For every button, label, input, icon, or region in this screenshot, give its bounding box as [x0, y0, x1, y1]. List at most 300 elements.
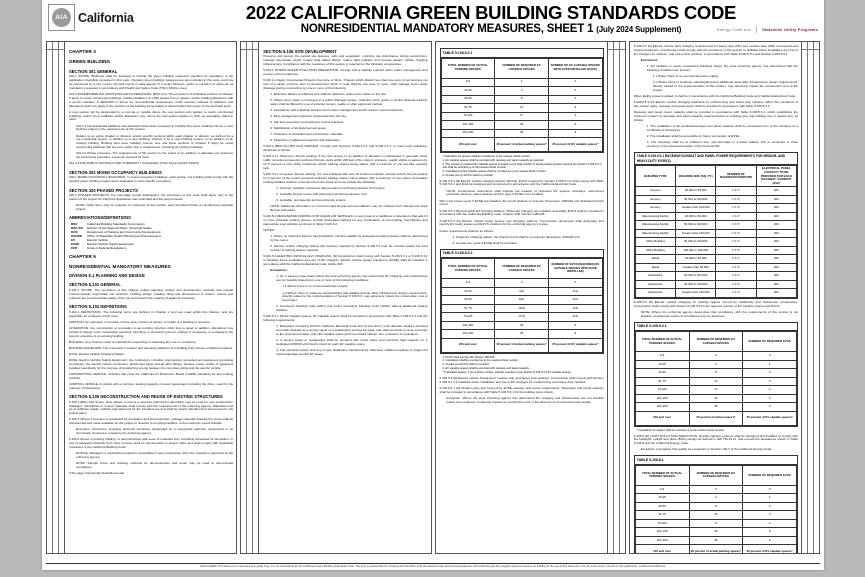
cell: 8: [689, 502, 743, 511]
note-line: 4. At least one (1) EVCS shall be provided.: [442, 173, 494, 177]
table-4-notes: [637, 429, 798, 432]
cell: 1 X 2": [716, 238, 756, 247]
col-header: NUMBER OF REQUIRED EV CAPABLE SPACES: [495, 58, 549, 78]
chapter-3-title: CHAPTER 3: [69, 49, 96, 54]
paragraph-5101-1: 5.101.1 SCOPE. The provisions of this chapter outline planning, design and development methods that include environmentally responsible site selection, building design, building siting and development to protect, restore and enhance the environmental quality of the site and respect the integrity of adjacent properties.: [69, 287, 234, 300]
paragraph-5106-5-3: 5.106.5.3 ELECTRIC VEHICLE (EV) CHARGING. [N] Construction shall comply with Section 5.106.5.3.1 or 5.106.5.3.2 to facilitate future installation and use of EV chargers. Electric vehicle supply equipment (EVSE) shall be installed in accordance with the California Electrical Code, Article 625.: [263, 254, 428, 267]
paragraph-light-exception: Exception: Luminaires that qualify as exceptions in Section 140.7 of the California Energy Code.: [640, 447, 773, 452]
column-3: [435, 41, 626, 554]
table-row: [441, 330, 602, 339]
note-item: 2. Electric vehicle charging spaces (EV spaces) required by Section 5.106.5.3 may be counted toward the total number of parking spaces required.: [270, 244, 428, 253]
cell: 151-200: [635, 536, 689, 545]
cell: 1 X 3": [716, 280, 756, 289]
cell: Warehousing Facility: [635, 212, 675, 221]
paragraph-5105-1: 5.105.1 [BSC-CG] Scope, New. Whole or part of a structure planned for demolition may be used for new construction. Salvaged, refurbished or reused materials shall comply with the requirements of the enforcing agency. Materials must be of sufficient quality, suitable and approved for the intended use and shall be clearly identified and documented in the project plans.: [69, 399, 234, 416]
table-row-total: [635, 545, 796, 553]
note-line: 2. Calculation shall be rounded up to the nearest whole number.: [442, 359, 519, 363]
cell: 0-9: [441, 279, 495, 288]
bullet-item: 2. Lockable bicycle rooms with permanent anchoring devices; and: [276, 192, 367, 197]
footer-disclaimer: DISCLAIMER: This document is intended as a guide only. It is not a substitute for the California Green Building Standards Code. The user is responsible for verifying all information with the adopted code and local amendments. AIA California and the program sponsors assume no liability for the use of this document. For the most current version of this publication, contact AIA California.: [200, 565, 666, 568]
paragraph-raceway-panel-capacity: Raceway and panel power capacity shall be provided in accordance with Table 5.106.5.5.1, which establishes the minimum number of raceways and panel capacity required based on building type and building size in square feet, as follows:: [633, 110, 798, 122]
paragraph-5106-5-4: 5.106.5.4 [N] Electric vehicle charging for medium-duty and heavy-duty vehicles. Construction shall comply with Section 5.106.5.4.1 to facilitate future installation and use of EV chargers for medium-duty and heavy-duty vehicles.: [439, 375, 604, 384]
cell: 4: [689, 360, 743, 369]
cell: 76-100: [441, 313, 495, 322]
bullet-item: 5. Soil loss prevention and sediment control practices.: [270, 120, 345, 125]
cell: 1 X 4": [716, 289, 756, 298]
abbr-key: EV: [71, 237, 76, 242]
raceway-conduit-panel-table: [635, 165, 797, 297]
cell: 10,000 to 50,000: [676, 255, 716, 264]
table-row: [441, 279, 602, 288]
cell: 50,001 to 100,000: [676, 195, 716, 204]
power-item: 1. Single EV charging station: the branch circuit shall be a minimum 40-ampere, 208/240-volt.: [452, 234, 581, 239]
partner-logos: [717, 26, 818, 33]
paragraph-5102-1: 5.102.1 DEFINITIONS. The following terms are defined in Chapter 2 and are used within this division, and are applicable for purposes of this code.: [69, 309, 234, 318]
cell: 8(2): [495, 296, 549, 305]
col-header: NUMBER OF REQUIRED EV CAPABLE SPACES: [689, 332, 743, 352]
cell: 9: [549, 330, 603, 339]
paragraph-5106-5-6: 5.106.5.6 [N] Electric vehicle charging for parking spaces served by multifamily and hotel/motel occupancies. Construction shall comply with Section 5.106.5.6 for the required number of EV capable spaces and EVCS.: [633, 299, 798, 308]
col-header: NUMBER OF EV CAPABLE SPACES WITH EVSE INSTALLED (EVCS): [549, 58, 603, 78]
column-2: [240, 41, 431, 554]
cell: 10-25: [441, 287, 495, 296]
paragraph-5106-5-5-1: 5.106.5.5.1 [N] Electric vehicle charging readiness for medium-duty and heavy-duty vehicles. When the conditions of this section apply, raceway and panel power shall be provided in accordance with Table 5.106.5.5.1.: [633, 100, 798, 108]
cell: 1 X 3": [716, 263, 756, 272]
table-header-row: [441, 58, 602, 78]
table-row: [635, 352, 796, 361]
requirement-item: 2. A service panel or subpanel(s) shall be provided with panel space and electrical load capacity for a dedicated 208/240-volt branch circuit for each EV capable space.: [276, 338, 428, 347]
cell: 1 X 4": [716, 204, 756, 213]
marker-lanes: [608, 50, 625, 553]
sheet-header: [42, 0, 824, 41]
cell: 17(4): [495, 313, 549, 322]
abbr-key: CFR: [71, 245, 78, 250]
table-header-row: [635, 166, 796, 187]
bullet-item: 3. Lockable, permanently anchored bicycle lockers.: [276, 198, 347, 203]
cell: Restaurant: [635, 289, 675, 298]
column-3-body: [436, 42, 607, 553]
cell: 17: [689, 386, 743, 395]
power-item: 2. At least one Level 2 EVSE shall be provided.: [452, 240, 518, 245]
note-line: * Calculation for spaces shall be rounded up to the nearest whole number.: [636, 428, 725, 432]
definition-vanpool-vehicle: VANPOOL VEHICLE. A vehicle with a minimum seating capacity of seven passengers including the driver, used for the purpose of ridesharing.: [69, 381, 234, 390]
cell: 151-200: [441, 330, 495, 339]
cell: 3: [549, 104, 603, 113]
paragraph-301-3-1b: Relates to an entire chapter or division, and/or specific sections within each chapter or division, as defined for a non-residential project, in addition to a new building, whether it be a new building project, or an addition to an existing building. Building floor area, building volume, size and those sections of Chapter 5 apply for newly constructed buildings that are new, either new or replacement, including all existing buildings.: [76, 133, 234, 150]
paragraph-5106-1: 5.106.1 STORM WATER POLLUTION PREVENTION. Comply with a lawfully enacted storm water management and erosion control ordinance.: [263, 67, 428, 76]
cell: Restaurant: [635, 280, 675, 289]
paragraph-5105-exception: Exception: Structures, including historical structures designated by a recognized authority, determined to be structurally unsound or unsafe by the enforcing agency.: [76, 427, 234, 436]
bullet-item: 8. Protection of adjacent properties and waterways.: [270, 138, 341, 143]
cell: 200: [756, 280, 796, 289]
col-header: TOTAL NUMBER OF ACTUAL PARKING SPACES: [441, 259, 495, 279]
paragraph-320-1-note: NOTE: Other items may be required, for purposes of this section, each permitted phase is considered a separate project.: [76, 203, 234, 211]
paragraph-5106-2: 5.106.2 [BSC-CG] BICYCLE PARKING. Comply with Sections 5.106.4.1.1 and 5.106.4.1.2; or meet local ordinance, whichever is stricter.: [263, 144, 428, 153]
cell: 50,001 to 100,000: [676, 221, 716, 230]
cell: 0: [549, 279, 603, 288]
note-line: 3. Calculation for EV capable spaces shall be rounded up to the nearest whole number.: [442, 169, 547, 173]
bullet-item: 4. Best management practices implemented for the site.: [270, 114, 347, 118]
cell: 101-150: [441, 321, 495, 330]
definition-low-emitting-vehicle: LOW-EMITTING VEHICLE. Vehicles that meet the California Air Resources Board (CARB) standards for low-emitting vehicles.: [69, 371, 234, 380]
cell: 4(1): [495, 287, 549, 296]
column-4: [629, 41, 820, 554]
column-1-margin-markers: [47, 42, 65, 553]
abbr-value: Code of Federal Regulations: [87, 245, 127, 250]
marker-lanes: [802, 50, 819, 553]
paragraph-5105-4: 5.105.4 Reuse of existing building, or deconstruction and reuse of materials from a building scheduled for demolition, or use of salvaged materials from other sources shall be documented on project plans and shall comply with applicable provisions of the California Building Code.: [69, 437, 234, 450]
paragraph-level2-evse: When low power Level 2 EVSE are installed, the circuit shall be a minimum 20-ampere, 208/240-volt dedicated branch circuit.: [439, 198, 604, 207]
cell: 200: [756, 187, 796, 196]
section-5105-heading: SECTION 5.105 DECONSTRUCTION AND REUSE OF EXISTING STRUCTURES: [69, 394, 223, 400]
paragraph-301-3: 301.3 NONRESIDENTIAL ADDITIONS AND ALTERATIONS, [BSC-CG]. The provisions of individual sections of Chapter 5 apply to newly constructed buildings, building additions of 1,000 square feet or greater, and/or building alterations with a permit valuation of $200,000 or above for nonresidential occupancies. Code sections relevant to additions and alterations shall only apply to the portions of the building being added or altered within the scope of the permitted work.: [69, 91, 234, 108]
paragraph-accessible-evcs: 5.106.5.3.3 [N] Accessible EV charging stations. Where EV chargers are installed, accessible EVCS shall be provided in accordance with the California Building Code, Chapter 11B, Section 11B-228.: [439, 208, 604, 217]
cell: 13: [689, 377, 743, 386]
cell: 2: [549, 95, 603, 104]
cell: 35: [495, 330, 549, 339]
abbr-key: BSC: [71, 221, 78, 226]
col-header: NUMBER OF REQUIRED EVCS: [743, 332, 797, 352]
cell: 200: [756, 238, 796, 247]
table-header-row: [635, 332, 796, 352]
table-row: [635, 272, 796, 281]
table-row: [635, 494, 796, 503]
table-caption: TABLE 5.106.5.4.1: [635, 323, 797, 332]
cell: Retail: [635, 255, 675, 264]
definition-evcs: EVCS. Electric Vehicle Charging Station.: [69, 351, 125, 356]
note-line: 3. At least one EVCS shall be provided.: [442, 363, 490, 367]
cell: 25 percent of EV capable spaces*: [743, 411, 797, 425]
cell: 0(1): [549, 287, 603, 296]
exception-item: 1. On a case-by-case basis where the local enforcing agency has determined EV charging and infrastructure are not feasible based upon one or more of the following conditions:: [276, 274, 428, 283]
note-item: 1. Where no enforcing agency has jurisdiction, vehicles eligible for designated parking spaces shall be determined by the owner.: [270, 234, 428, 243]
cell: 0: [495, 279, 549, 288]
cell: Greater than 50,000: [676, 263, 716, 272]
paragraph-ev-ready-spaces: 5.106.5.3.4 [N] Electric vehicle ready spaces and charging stations. Construction documents shall designate and identify EV ready spaces and EVCS locations for the enforcing agency's review.: [439, 218, 604, 227]
cell: 20,000 to 50,000: [676, 212, 716, 221]
cell: 9: [549, 129, 603, 138]
table-5106541: [634, 322, 798, 427]
paragraph-5105-notice: NOTICE: Salvaged or refurbished material is acceptable in new construction when the material is approved by the enforcing agency.: [76, 451, 234, 460]
table-row: [441, 112, 602, 121]
cell: 25 percent of EV capable spaces*: [549, 338, 603, 352]
cell: 26-50: [441, 296, 495, 305]
cell: 200: [756, 255, 796, 264]
column-container: [46, 41, 820, 554]
cell: 0: [689, 485, 743, 494]
note-line: 1. EVCS shall comply with Section 11B-228.: [442, 355, 496, 359]
requirement-item: 2. The installation shall be accessible for future connection of EVSE.: [646, 134, 741, 138]
ev-capable-evcs-table: [635, 331, 797, 426]
table-5106551: [634, 152, 798, 299]
paragraph-short-term-bicycle-parking: 5.106.4.1.1 Short-term bicycle parking. If the new project or an addition or alteration is anticipated to generate visitor traffic, provide permanently anchored bicycle racks within 200 feet of the visitors' entrance, readily visible to passers-by, for 5 percent of new visitor motorized vehicle parking spaces being added, with a minimum of one two-bike capacity rack.: [263, 154, 428, 171]
aia-circle-icon: AIA: [52, 8, 71, 27]
footer-rule: [46, 563, 820, 564]
cell: 2: [743, 369, 797, 378]
cell: 51-75: [441, 304, 495, 313]
cell: 1 X 2": [716, 272, 756, 281]
ev-capable-spaces-table: [441, 58, 603, 153]
cell: 201 and over: [635, 545, 689, 553]
col-header: TOTAL NUMBER OF ACTUAL PARKING SPACES: [635, 332, 689, 352]
note-line: * Calculation for spaces shall be rounded up to the nearest whole number.: [442, 155, 531, 158]
marker-header-row: [47, 42, 64, 50]
column-4-margin-markers: [801, 42, 819, 553]
cell: 4: [495, 87, 549, 96]
marker-header-row: [241, 42, 258, 50]
table-row: [635, 187, 796, 196]
cell: 50,000 to 100,000: [676, 238, 716, 247]
requirement-item: 3. The raceways shall be of sufficient size, and terminate in a listed cabinet, box or enclosure in close proximity to the proposed location of the future EVSE.: [646, 140, 798, 148]
partner-logo-right: Statewide Utility Programs: [762, 27, 818, 32]
section-302-heading: SECTION 302 MIXED OCCUPANCY BUILDINGS: [69, 169, 162, 175]
paragraph-320-1: 320.1 PHASED PROJECTS. For two-stage permit applications, the provisions of this code shall apply only to the portion of the project for which the application was submitted and the permit issued.: [69, 193, 234, 201]
cell: Warehousing Facility: [635, 229, 675, 238]
cell: 200: [756, 246, 796, 255]
cell: Office Building: [635, 246, 675, 255]
subtitle-text: NONRESIDENTIAL MANDATORY MEASURES, SHEET 1: [300, 23, 594, 35]
definition-evse: EVSE. Electric Vehicle Supply Equipment, the conductors, including ungrounded, grounded and equipment grounding conductors, the electric vehicle connectors, attachment plugs and all other fittings, devices, power outlets or apparatus installed specifically for the purpose of transferring energy between the premises wiring and the electric vehicle.: [69, 357, 234, 370]
table-row: [441, 296, 602, 305]
exception-subitem: 1.2 Where there is evidence substantiating that additional local utility infrastructure design requirements, directly related to the implementation of this section, may adversely impact the construction cost of the project.: [652, 80, 798, 92]
table-header-row: [635, 465, 796, 485]
cell: 10-25: [635, 494, 689, 503]
cell: 1 X 4": [716, 229, 756, 238]
table-row: [635, 238, 796, 247]
paragraph-5106-1-1: 5.106.1.1 Newly Constructed Projects One Acre or More. Projects which disturb less than one acre of soil and are not part of a larger common plan of development which in total disturbs one acre or more, shall manage storm water drainage during construction by one or more of the following:: [263, 77, 428, 90]
abbr-value: California Building Standards Commission: [87, 221, 145, 226]
paragraph-5106-5-4-1: 5.106.5.4.1 [N] Medium-duty and heavy-duty EVSE raceway and panel requirements. Raceways and panel capacity shall be provided in accordance with Table 5.106.5.5.1 for the building types shown.: [439, 385, 604, 394]
cell: 151-200: [635, 403, 689, 412]
cell: 3: [743, 377, 797, 386]
table-row: [635, 263, 796, 272]
table-caption: TABLE 5.106.5.5.1 RACEWAY/CONDUIT AND PANEL POWER REQUIREMENTS FOR MEDIUM- AND HEAVY-DUTY EVSE(S): [635, 153, 797, 165]
cell: 3(3): [549, 304, 603, 313]
paragraph-5106-5-3-2: 5.106.5.3.2 [N] Electric vehicle charging stations (EVCS). EVCS required by Section 5.106.5.3.2 shall comply with Table 5.106.5.3.2 and shall be designed and constructed in accordance with the California Electrical Code.: [439, 178, 604, 187]
cell: 1: [743, 360, 797, 369]
table-row: [635, 485, 796, 494]
bullet-item: 1. Retention basins of sufficient size shall be utilized to retain storm water on the site.: [270, 91, 387, 96]
cell: 6: [743, 394, 797, 403]
note-bicycle: NOTE: Additional information on recommended bicycle accommodations may be obtained from Sacramento Area Bicycle Advocates.: [270, 204, 428, 213]
exception-subitem: 1.1 Where there is no commercial power supply.: [652, 74, 719, 78]
sheet-footer: [46, 563, 820, 569]
cell: 2(2): [549, 296, 603, 305]
table-row: [635, 369, 796, 378]
abbr-value: Division of the State Architect, Structural Safety: [87, 225, 152, 230]
cell: 200: [756, 263, 796, 272]
definition-addition: ADDITION. An extension or increase in floor area, number of stories, or height of a building or structure.: [69, 319, 211, 324]
cell: 35: [689, 403, 743, 412]
paragraph-301-4: 301.4 [HCD] PUBLIC SCHOOLS AND COMMUNITY COLLEGES. [DSA-SS] and [DSA-SS/CC]: [69, 161, 200, 166]
division-5-1-heading: DIVISION 5.1 PLANNING AND DESIGN: [69, 273, 145, 279]
cell: 1 X 3": [716, 246, 756, 255]
column-1-body: [65, 42, 236, 553]
cell: 25: [495, 121, 549, 130]
table-row: [635, 360, 796, 369]
cell: 0: [549, 78, 603, 87]
abbr-key: OSHPD: [71, 233, 83, 238]
exception-subitem: 1.1 Where there is no commercial power supply.: [282, 284, 349, 289]
chapter-5-name: NONRESIDENTIAL MANDATORY MEASURES: [69, 263, 171, 269]
cell: 101-150: [635, 394, 689, 403]
table-2-notes: [443, 356, 604, 375]
cell: 17: [495, 112, 549, 121]
cell: Retail: [635, 263, 675, 272]
cell: 17: [689, 519, 743, 528]
table-row: [635, 280, 796, 289]
cell: 51-75: [441, 104, 495, 113]
cell: 200: [756, 272, 796, 281]
cell: 13: [689, 511, 743, 520]
column-1: [46, 41, 237, 554]
exception-item: 1. EV facilities in newly constructed buildings where the local enforcing agency has determined that the following conditions are present:: [646, 64, 798, 72]
cell: Restaurant: [635, 272, 675, 281]
cell: Greater than 100,000: [676, 289, 716, 298]
table-caption: TABLE 5.106.8.1: [635, 456, 797, 465]
cell: 200: [756, 221, 796, 230]
paragraph-5105-2: 5.105.2 Where a structure is scheduled for demolition and deconstruction, salvage materials intended for reuse shall be documented and made available for the project or diverted to recycling facilities, to the maximum extent feasible.: [69, 417, 234, 426]
paragraph-5106-5-4-exception: Exception: Where the local enforcing agency has determined EV charging and infrastructure are not feasible based upon evidence of adverse impacts to construction cost or the absence of commercial power supply.: [446, 395, 604, 404]
paragraph-power-requirements: Power requirements shall be as follows:: [439, 228, 495, 233]
col-header: TOTAL NUMBER OF ACTUAL PARKING SPACES: [635, 465, 689, 485]
cell: 6: [743, 528, 797, 537]
note-line: 4. EV capable spaces shall be provided with raceway and panel capacity.: [442, 366, 530, 370]
note-line: * Calculated spaces, if not a whole number, shall be rounded up per Section 5.106.5.3.1 EV capable spaces.: [442, 370, 572, 374]
col-header: TOTAL NUMBER OF ACTUAL PARKING SPACES: [441, 58, 495, 78]
cell: 20 percent of actual parking spaces*: [495, 338, 549, 352]
table-row: [635, 377, 796, 386]
table-row: [441, 95, 602, 104]
chapter-5-title: CHAPTER 5: [69, 253, 96, 259]
table-row: [441, 287, 602, 296]
requirement-item: 3. The electrical system and any on-site distribution transformer(s) shall have sufficient capacity to supply full rated amperage at each EV space.: [276, 348, 428, 357]
definition-building-envelope: BUILDING ENVELOPE. The ensemble of exterior and demising partitions of a building that enclose conditioned spaces.: [69, 345, 234, 350]
cell: 25 percent of EV capable spaces*: [743, 545, 797, 553]
exception-item: 2. Accessory Dwelling Units (ADU) and Junior Accessory Dwelling Units (JADU) without additional parking facilities.: [276, 304, 428, 313]
section-5101-heading: SECTION 5.101 GENERAL: [69, 282, 121, 288]
note-line: 1. EV capable spaces shall be provided with raceway and panel capacity as required.: [442, 158, 544, 162]
cell: 6: [549, 121, 603, 130]
cell: 1 X 3": [716, 195, 756, 204]
column-2-margin-markers: [241, 42, 259, 553]
paragraph-facility-power: When facility power is added, it shall be in accordance with the California Building Code and California Electrical Code.: [633, 94, 797, 98]
table-row: [635, 229, 796, 238]
requirement-item: 1. The installation of all conduits/raceways and panel capacity shall be completed prior to the issuance of a Certificate of Occupancy.: [646, 124, 798, 132]
cell: 0-9: [635, 485, 689, 494]
cell: 10-25: [441, 87, 495, 96]
cell: 76-100: [635, 519, 689, 528]
section-5102-heading: SECTION 5.102 DEFINITIONS: [69, 304, 127, 310]
aia-california-logo: [48, 4, 134, 31]
section-5106-heading: SECTION 5.106 SITE DEVELOPMENT: [263, 48, 337, 54]
table-5106532: [440, 249, 604, 354]
paragraph-5106-5-5: 5.106.5.5 [N] Electric vehicle (EV) charging requirements for heavy-duty (HD) and medium-duty (MD) commercial and retail occupancies. Construction shall comply with the provisions of this section to facilitate future installation and use of EV chargers for medium- and heavy-duty vehicles, in accordance with Table 5.106.5.5.1 and Section 5.106.5.5.1.: [633, 44, 798, 56]
bullet-item: 3. Compliance with a lawfully enacted storm water management and/or erosion control ordinance.: [270, 107, 404, 112]
aia-california-wordmark: California: [78, 10, 134, 25]
col-header: NUMBER OF EVCS REQUIRED (EV CAPABLE SPACES WITH EVSE INSTALLED): [549, 259, 603, 279]
paragraph-5105-note: NOTE: Sample forms and tracking methods for deconstruction and reuse may be used to demonstrate compliance.: [76, 461, 234, 470]
table-row: [635, 204, 796, 213]
table-row: [441, 121, 602, 130]
cell: 0: [743, 485, 797, 494]
note-line: 2. The number of required EV capable spaces is based on the total number of actual parking spaces required per Section 5.106.5.3.1, and shall be rounded up to the nearest whole number.: [442, 162, 602, 169]
paragraph-301-3-2: 301.3.2 Phase Increases. The requirements of this section to the extent of an addition or alteration are limited to the work being permitted, except as required for such.: [76, 151, 234, 160]
cell: 101-150: [635, 528, 689, 537]
paragraph-5105-end: (This page intentionally blank/Reserved): [69, 471, 125, 476]
cell: 9: [743, 403, 797, 412]
cell: 100,001 to 200,000: [676, 246, 716, 255]
requirement-item: 1. Raceways complying with the California Electrical Code and no less than 1 inch diameter shall be provided and shall originate at a service panel or a subpanel(s) serving the area, and shall terminate in close proximity to the proposed location of the EV capable space and into a listed cabinet, box, enclosure or equivalent.: [276, 324, 428, 337]
col-header: NUMBER OF REQUIRED EVCS: [743, 465, 797, 485]
cell: 25 percent of EV capable spaces*: [549, 138, 603, 152]
section-320-heading: SECTION 320 PHASED PROJECTS: [69, 187, 138, 193]
exceptions-label: Exceptions:: [640, 57, 659, 62]
marker-header-row: [608, 42, 625, 50]
table-row: [441, 129, 602, 138]
cell: 35: [689, 536, 743, 545]
cell: 26-50: [635, 502, 689, 511]
table-5106531: [440, 48, 604, 153]
paragraph-301-1: 301.1 SCOPE. Buildings shall be designed to include the green building measures specified as mandatory in the application checklists contained in this code. Voluntary green building measures are also included in this code, and may be referenced by a city, county, city and county or state agency in a local ordinance, policy or condition of approval, as mandatory measures in accordance with Health and Safety Code (HSC) 18901 et seq.: [69, 74, 234, 90]
cell: 6: [549, 321, 603, 330]
col-header: NUMBER OF RACEWAYS/CONDUITS: [716, 166, 756, 187]
table-row: [441, 104, 602, 113]
exception-subitem: 1.2 Where there is evidence substantiating that additional local utility infrastructure design requirements, directly related to the implementation of Section 5.106.5.3, may adversely impact the construction cost of the project.: [282, 290, 428, 303]
definition-building: BUILDING. Any structure used or intended for supporting or sheltering any use or occupancy.: [69, 339, 197, 344]
cell: 20,000 to 100,000: [676, 272, 716, 281]
paragraph-5106-5-3-1: 5.106.5.3.1 [N] EV capable spaces. EV capable spaces shall be provided in accordance with Table 5.106.5.3.1 and the following requirements:: [263, 314, 428, 323]
cell: 200: [756, 212, 796, 221]
col-header: ELECTRICAL PANEL CAPACITY TO BE PROVIDED FOR EACH RACEWAY / CONDUIT (kVA): [756, 166, 796, 187]
table-1-notes: [443, 155, 604, 177]
paragraph-5106-intro: Preserve and protect the natural site features, soils and vegetation, minimize site disturbance during construction, manage stormwater runoff, reduce heat island effects, reduce light pollution and provide electric vehicle charging infrastructure. Compliance with the measures of this section is required for the following occupancies.: [263, 54, 428, 66]
evcs-required-table: [441, 258, 603, 353]
cell: 1 X 2": [716, 187, 756, 196]
cell: 200: [756, 289, 796, 298]
table-row: [635, 519, 796, 528]
supplement-note: (July 2024 Supplement): [596, 25, 682, 34]
table-row: [635, 195, 796, 204]
cell: 0: [689, 352, 743, 361]
table-row-total: [635, 411, 796, 425]
cell: 20,000 to 100,000: [676, 280, 716, 289]
abbr-key: HCD: [71, 229, 78, 234]
cell: 4: [743, 386, 797, 395]
table-row: [635, 221, 796, 230]
column-3-margin-markers: [607, 42, 625, 553]
table-row: [635, 386, 796, 395]
cell: 151-200: [441, 129, 495, 138]
table-row: [635, 403, 796, 412]
cell: 13(3): [495, 304, 549, 313]
cell: 1 X 2": [716, 255, 756, 264]
paragraph-light-pollution: 5.106.6 [N] LIGHT POLLUTION REDUCTION. Outdoor lighting systems shall be designed and installed to comply with the backlight, uplight and glare (BUG) ratings as defined in IES TM-15-11, and exceed the allowances shown in Table 5.106.8 and the California Energy Code.: [633, 433, 798, 446]
section-301-heading: SECTION 301 GENERAL: [69, 68, 118, 74]
partner-logo-left: Energy Code Ace: [716, 27, 752, 32]
page-title: 2022 CALIFORNIA GREEN BUILDING STANDARDS CODE: [245, 2, 737, 23]
cell: 0-9: [635, 352, 689, 361]
table-row: [635, 255, 796, 264]
cell: 4: [743, 519, 797, 528]
cell: 8: [689, 369, 743, 378]
bullet-item: 2. Where storm water is conveyed to a public drainage system, collection point, gutter or similar disposal method, water shall be filtered by use of a barrier system, wattle or other approved method.: [270, 97, 428, 106]
cell: 8: [495, 95, 549, 104]
abbr-value: Electric Vehicle: [87, 237, 108, 242]
cell: 0: [743, 352, 797, 361]
table-row: [635, 536, 796, 545]
cell: 51-75: [635, 377, 689, 386]
